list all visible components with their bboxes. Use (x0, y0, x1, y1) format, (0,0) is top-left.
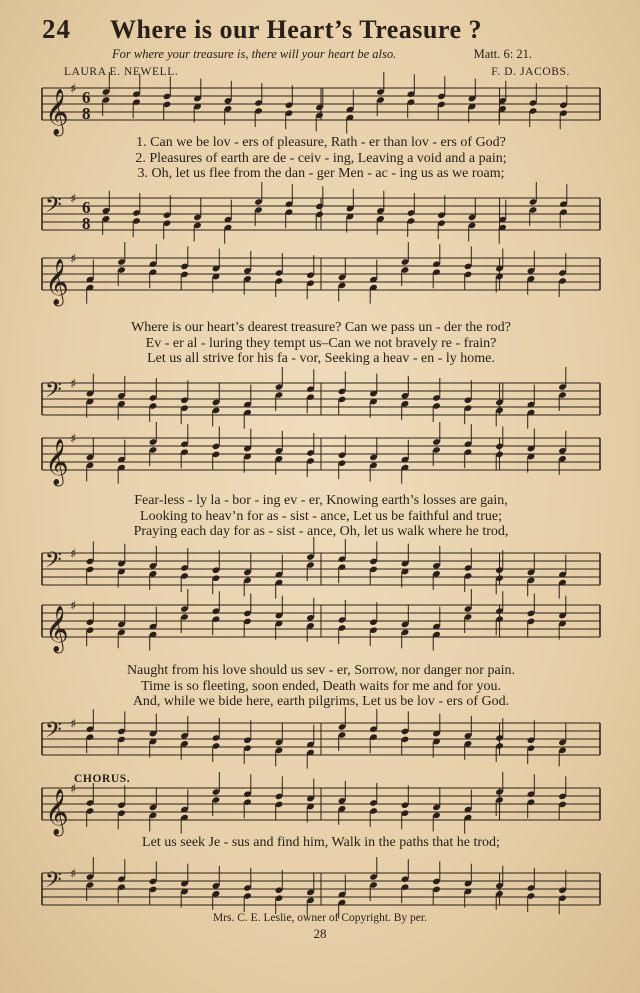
note-chord (338, 707, 347, 751)
sharp-key-signature-icon: ♯ (70, 432, 77, 447)
note-chord (338, 257, 347, 301)
note-chord (117, 376, 126, 420)
note-chord (558, 431, 567, 475)
verse-lyrics (38, 663, 604, 710)
note-chord (558, 776, 567, 820)
note-chord (275, 722, 284, 766)
note-chord (212, 249, 221, 293)
note-chord (193, 79, 202, 123)
bass-clef-icon: 𝄢 (45, 378, 62, 408)
sharp-key-signature-icon: ♯ (70, 192, 77, 207)
note-chord (432, 714, 441, 758)
note-chord (117, 711, 126, 755)
note-chord (369, 437, 378, 481)
note-chord (306, 255, 315, 299)
sharp-key-signature-icon: ♯ (70, 377, 77, 392)
note-chord (369, 541, 378, 585)
note-chord (559, 85, 568, 129)
note-chord (149, 546, 158, 590)
chorus-lyrics (38, 835, 604, 851)
note-chord (306, 779, 315, 823)
note-chord (275, 431, 284, 475)
note-chord (527, 251, 536, 295)
verse-lyrics (38, 320, 604, 367)
note-chord (117, 544, 126, 588)
note-chord (86, 602, 95, 646)
note-chord (401, 711, 410, 755)
note-chord (243, 593, 252, 637)
note-chord (275, 870, 284, 914)
lyric-line: Praying each day for as - sist - ance, Oh, let us walk where he trod, (133, 524, 509, 539)
treble-staff (38, 430, 604, 494)
chorus-label: CHORUS. (74, 773, 131, 785)
note-chord (193, 197, 202, 241)
note-chord (102, 72, 111, 116)
note-chord (102, 191, 111, 235)
note-chord (558, 596, 567, 640)
lyric-line: 3. Oh, let us flee from the dan - ger Men - ac - ing us as we roam; (137, 166, 505, 181)
note-chord (437, 76, 446, 120)
note-chord (527, 720, 536, 764)
note-chord (149, 787, 158, 831)
note-chord (163, 195, 172, 239)
note-chord (243, 429, 252, 473)
time-signature-top: 6 (82, 198, 91, 217)
sharp-key-signature-icon: ♯ (70, 547, 77, 562)
lyric-line: Naught from his love should us sev - er, Sorrow, nor danger nor pain. (126, 663, 516, 678)
copyright-notice: Mrs. C. E. Leslie, owner of Copyright. By per. (212, 912, 427, 924)
note-chord (212, 550, 221, 594)
note-chord (527, 552, 536, 596)
note-chord (468, 79, 477, 123)
note-chord (180, 380, 189, 424)
epigraph-reference: Matt. 6: 21. (473, 47, 532, 61)
note-chord (285, 85, 294, 129)
note-chord (432, 787, 441, 831)
note-chord (306, 872, 315, 916)
note-chord (243, 552, 252, 596)
scripture-epigraph (112, 47, 532, 62)
note-chord (180, 246, 189, 290)
treble-clef-icon: 𝄞 (45, 439, 69, 485)
lyric-line: Looking to heav’n for as - sist - ance, Let us be faithful and true; (140, 508, 502, 524)
note-chord (86, 857, 95, 901)
note-chord (315, 87, 324, 131)
treble-clef-icon: 𝄞 (45, 606, 69, 652)
note-chord (527, 429, 536, 473)
note-chord (527, 593, 536, 637)
note-chord (369, 374, 378, 418)
note-chord (558, 870, 567, 914)
composer-credit: F. D. JACOBS. (491, 66, 570, 78)
note-chord (212, 426, 221, 470)
lyric-line: Time is so fleeting, soon ended, Death waits for me and for you. (141, 678, 501, 694)
note-chord (338, 371, 347, 415)
note-chord (86, 437, 95, 481)
note-chord (243, 720, 252, 764)
bass-clef-icon: 𝄢 (45, 718, 62, 748)
note-chord (432, 546, 441, 590)
note-chord (86, 541, 95, 585)
lyric-line: And, while we bide here, earth pilgrims, Let us be lov - ers of God. (132, 694, 510, 709)
note-chord (432, 861, 441, 905)
time-signature-bottom: 8 (82, 214, 91, 233)
note-chord (464, 864, 473, 908)
note-chord (180, 864, 189, 908)
note-chord (163, 76, 172, 120)
note-chord (86, 374, 95, 418)
note-chord (275, 367, 284, 411)
note-chord (275, 776, 284, 820)
note-chord (149, 861, 158, 905)
treble-clef-icon: 𝄞 (45, 89, 69, 135)
note-chord (464, 246, 473, 290)
note-chord (149, 714, 158, 758)
note-chord (464, 716, 473, 760)
verse-lyrics (38, 493, 604, 540)
note-chord (117, 785, 126, 829)
treble-staff (38, 250, 604, 314)
treble-staff (38, 597, 604, 661)
note-chord (306, 598, 315, 642)
note-chord (180, 716, 189, 760)
lyricist-credit: LAURA E. NEWELL. (64, 66, 179, 78)
bass-clef-icon: 𝄢 (45, 868, 62, 898)
note-chord (315, 186, 324, 230)
note-chord (369, 857, 378, 901)
hymn-title: Where is our Heart’s Treasure ? (110, 15, 482, 44)
note-chord (212, 866, 221, 910)
note-chord (401, 785, 410, 829)
note-chord (401, 544, 410, 588)
note-chord (464, 380, 473, 424)
sharp-key-signature-icon: ♯ (70, 82, 77, 97)
bass-clef-icon: 𝄢 (45, 548, 62, 578)
sharp-key-signature-icon: ♯ (70, 867, 77, 882)
sharp-key-signature-icon: ♯ (70, 252, 77, 267)
note-chord (401, 376, 410, 420)
note-chord (275, 596, 284, 640)
time-signature-bottom: 8 (82, 104, 91, 123)
note-chord (117, 604, 126, 648)
note-chord (558, 367, 567, 411)
note-chord (437, 195, 446, 239)
verse-lyrics (38, 135, 604, 182)
note-chord (468, 197, 477, 241)
lyric-line: Let us seek Je - sus and find him, Walk in the paths that he trod; (142, 835, 500, 850)
epigraph-text: For where your treasure is, there will your heart be also. (112, 47, 397, 61)
note-chord (243, 251, 252, 295)
note-chord (212, 382, 221, 426)
lyric-line: Fear-less - ly la - bor - ing ev - er, Knowing earth’s losses are gain, (134, 493, 508, 508)
note-chord (558, 722, 567, 766)
lyric-line: Ev - er al - luring they tempt us–Can we not bravely re - frain? (145, 335, 497, 351)
bass-staff (38, 715, 604, 779)
note-chord (224, 81, 233, 125)
treble-clef-icon: 𝄞 (45, 789, 69, 835)
note-chord (346, 189, 355, 233)
lyric-line: Where is our heart’s dearest treasure? Can we pass un - der the rod? (131, 320, 511, 335)
note-chord (338, 781, 347, 825)
note-chord (254, 182, 263, 226)
note-chord (529, 182, 538, 226)
hymn-number: 24 (42, 14, 71, 44)
page-number: 28 (313, 926, 327, 941)
note-chord (401, 604, 410, 648)
treble-clef-icon: 𝄞 (45, 259, 69, 305)
note-chord (376, 191, 385, 235)
lyric-line: 2. Pleasures of earth are de - ceiv - ing, Leaving a void and a pain; (135, 150, 507, 166)
note-chord (376, 72, 385, 116)
lyric-line: Let us all strive for his fa - vor, Seeking a heav - en - ly home. (147, 351, 495, 366)
sharp-key-signature-icon: ♯ (70, 599, 77, 614)
bass-staff (38, 190, 604, 254)
bass-clef-icon: 𝄢 (45, 193, 62, 223)
note-chord (306, 537, 315, 581)
lyric-line: 1. Can we be lov - ers of pleasure, Rath - er than lov - ers of God? (136, 135, 506, 150)
note-chord (369, 602, 378, 646)
note-chord (338, 435, 347, 479)
sharp-key-signature-icon: ♯ (70, 717, 77, 732)
sharp-key-signature-icon: ♯ (70, 782, 77, 797)
time-signature-top: 6 (82, 88, 91, 107)
